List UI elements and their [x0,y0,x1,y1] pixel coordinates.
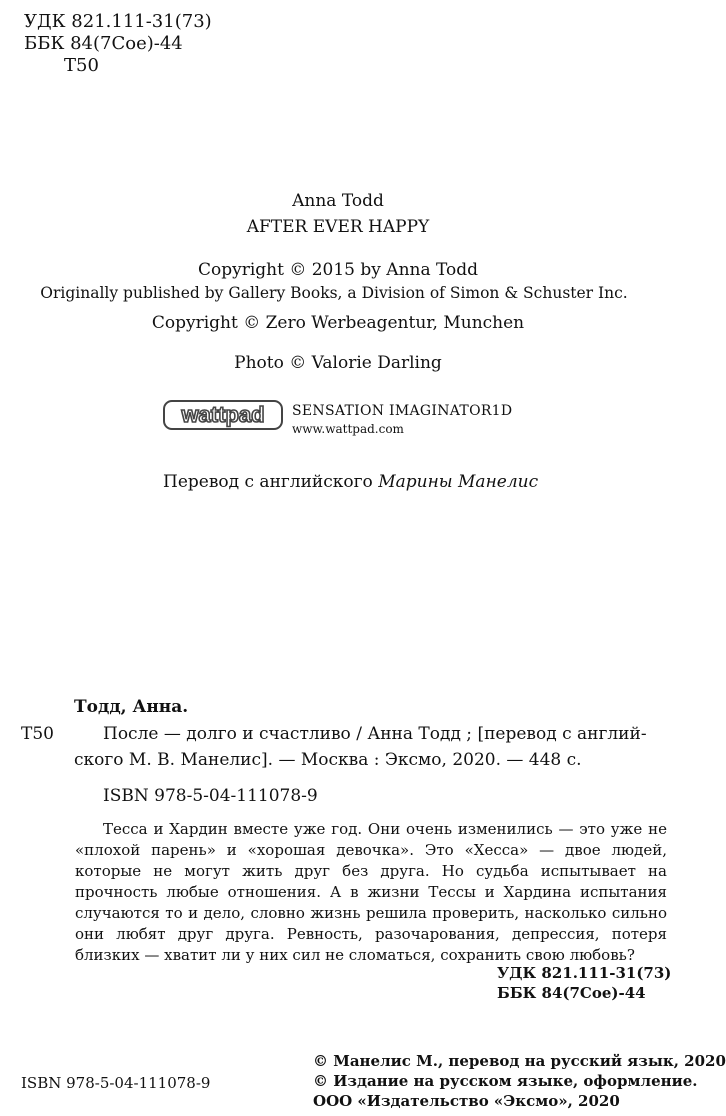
translation-prefix: Перевод с английского [163,472,373,492]
design-copyright: Copyright © Zero Werbeagentur, Munchen [151,313,525,333]
original-author: Anna Todd [292,191,384,211]
annotation-text: Тесса и Хардин вместе уже год. Они очень изменились — это уже не «плохой парень» и «хорошая девочка». Это «Хесса» — двое людей, которые не могут жить друг без друга. Но судьба испытывает на прочность любые отношения. А в жизни Тессы и Хардина испытания случаются то и дело, словно жизнь решила проверить, насколько сильно они любят друг друга. Ревность, разочарования, депрессия, потеря близких — хватит ли у них сил не сломаться, сохранить свою любовь? [75,820,667,964]
translation-credit [163,471,538,493]
photo-copyright: Photo © Valorie Darling [234,353,442,373]
catalog-author: Тодд, Анна. [74,697,189,717]
catalog-isbn: ISBN 978-5-04-111078-9 [103,786,318,806]
bottom-bbk: ББК 84(7Сое)-44 [497,984,646,1002]
wattpad-tagline: SENSATION IMAGINATOR1D [292,403,513,419]
footer-isbn: ISBN 978-5-04-111078-9 [21,1074,211,1092]
catalog-code: Т50 [21,724,54,744]
header-bbk: ББК 84(7Сое)-44 [24,33,183,54]
original-title: AFTER EVER HAPPY [246,217,430,237]
wattpad-logo-text: wattpad [181,402,265,427]
wattpad-url: www.wattpad.com [292,422,404,436]
bottom-udk: УДК 821.111-31(73) [497,964,672,982]
original-publisher: Originally published by Gallery Books, a Division of Simon & Schuster Inc. [40,284,628,302]
catalog-line-2: ского М. В. Манелис]. — Москва : Эксмо, 2020. — 448 с. [74,750,582,770]
catalog-line-1: После — долго и счастливо / Анна Тодд ; [перевод с англий- [103,724,647,744]
footer-rights-2: © Издание на русском языке, оформление. [313,1072,698,1090]
footer-rights-3: ООО «Издательство «Эксмо», 2020 [313,1092,620,1110]
wattpad-logo [163,400,283,430]
annotation [75,819,667,966]
header-code: Т50 [64,55,99,76]
footer-rights-1: © Манелис М., перевод на русский язык, 2020 [313,1052,726,1070]
original-copyright: Copyright © 2015 by Anna Todd [197,260,479,280]
translator-name: Марины Манелис [378,472,539,492]
header-udk: УДК 821.111-31(73) [24,11,212,32]
